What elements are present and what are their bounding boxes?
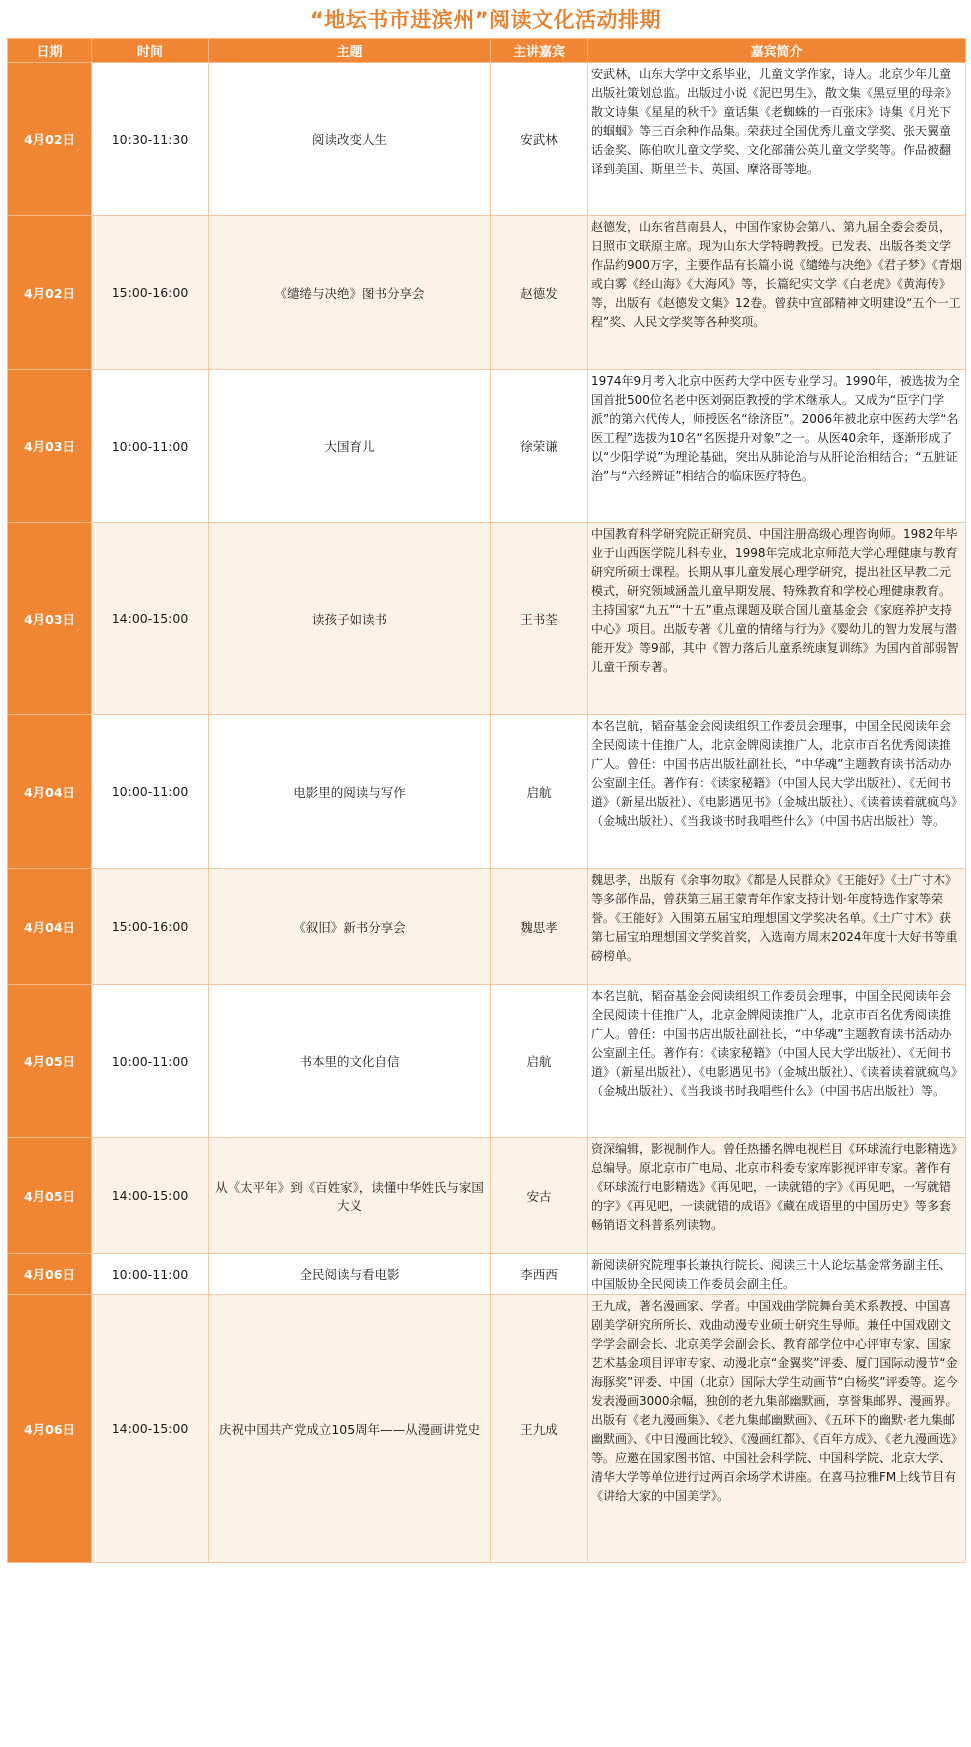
intro-text: 1974年9月考入北京中医药大学中医专业学习。1990年，被选拔为全国首批500位名老中医刘弼臣教授的学术继承人。又成为“臣字门学派”的第六代传人，师授医名“徐济臣”。2006年被北京中医药大学“名医工程”选拔为10名“名医提升对象”之一。从医40余年，逐渐形成了以“少阳学说”为理论基础，突出从肺论治与从肝论治相结合；“五脏证治”与“六经辨证”相结合的临床医疗特色。 bbox=[591, 374, 960, 483]
table-row bbox=[8, 985, 966, 1138]
intro-text: 中国教育科学研究院正研究员、中国注册高级心理咨询师。1982年毕业于山西医学院儿科专业，1998年完成北京师范大学心理健康与教育研究所硕士课程。长期从事儿童发展心理学研究，提出社区早教二元模式，研究领域涵盖儿童早期发展、特殊教育和学校心理健康教育。主持国家“九五”“十五”重点课题及联合国儿童基金会《家庭养护支持中心》项目。出版专著《儿童的情绪与行为》《婴幼儿的智力发展与潜能开发》等9部，其中《智力落后儿童系统康复训练》为国内首部弱智儿童干预专著。 bbox=[591, 527, 959, 674]
schedule-table bbox=[7, 38, 966, 1563]
intro-text: 王九成，著名漫画家、学者。中国戏曲学院舞台美术系教授、中国喜剧美学研究所所长、戏曲动漫专业硕士研究生导师。兼任中国戏剧文学学会副会长、北京美学会副会长、教育部学位中心评审专家、国家艺术基金项目评审专家、动漫北京“金翼奖”评委、厦门国际动漫节“金海豚奖”评委、中国（北京）国际大学生动画节“白杨奖”评委等。迄今发表漫画3000余幅，独创的老九集部幽默画，享誉集邮界、漫画界。出版有《老九漫画集》、《老九集邮幽默画》、《五环下的幽默·老九集邮幽默画》、《中日漫画比较》、《漫画红都》、《百年方成》、《老九漫画选》等。应邀在国家图书馆、中国社会科学院、中国科学院、北京大学、清华大学等单位进行过两百余场学术讲座。在喜马拉雅FM上线节目有《讲给大家的中国美学》。 bbox=[591, 1299, 958, 1503]
topic-cell: 读孩子如读书 bbox=[209, 523, 491, 715]
header-time: 时间 bbox=[92, 39, 209, 63]
time-cell: 14:00-15:00 bbox=[92, 1295, 209, 1563]
date-cell: 4月05日 bbox=[8, 1138, 92, 1254]
table-row bbox=[8, 715, 966, 869]
topic-cell: 《叙旧》新书分享会 bbox=[209, 869, 491, 985]
table-row bbox=[8, 216, 966, 370]
speaker-cell: 李西西 bbox=[491, 1254, 588, 1295]
intro-cell bbox=[588, 985, 966, 1138]
intro-cell bbox=[588, 715, 966, 869]
intro-cell bbox=[588, 216, 966, 370]
speaker-cell: 魏思孝 bbox=[491, 869, 588, 985]
time-cell: 10:00-11:00 bbox=[92, 370, 209, 523]
topic-cell: 大国育儿 bbox=[209, 370, 491, 523]
intro-text: 魏思孝，出版有《余事勿取》《都是人民群众》《王能好》《土广寸木》等多部作品，曾获第三届王蒙青年作家支持计划·年度特选作家等荣誉。《王能好》入围第五届宝珀理想国文学奖决名单。《土广寸木》获第七届宝珀理想国文学奖首奖，入选南方周末2024年度十大好书等重磅榜单。 bbox=[591, 873, 958, 963]
date-cell: 4月06日 bbox=[8, 1254, 92, 1295]
date-cell: 4月04日 bbox=[8, 869, 92, 985]
time-cell: 10:00-11:00 bbox=[92, 1254, 209, 1295]
intro-cell bbox=[588, 63, 966, 216]
table-row bbox=[8, 1254, 966, 1295]
time-cell: 15:00-16:00 bbox=[92, 869, 209, 985]
time-cell: 10:00-11:00 bbox=[92, 715, 209, 869]
date-cell: 4月06日 bbox=[8, 1295, 92, 1563]
intro-cell bbox=[588, 370, 966, 523]
topic-cell: 电影里的阅读与写作 bbox=[209, 715, 491, 869]
header-speaker: 主讲嘉宾 bbox=[491, 39, 588, 63]
speaker-cell: 启航 bbox=[491, 985, 588, 1138]
topic-cell: 书本里的文化自信 bbox=[209, 985, 491, 1138]
intro-text: 安武林，山东大学中文系毕业，儿童文学作家，诗人。北京少年儿童出版社策划总监。出版过小说《泥巴男生》，散文集《黑豆里的母亲》散文诗集《星星的秋千》童话集《老蜘蛛的一百张床》诗集《月光下的蝈蝈》等三百余种作品集。荣获过全国优秀儿童文学奖、张天翼童话金奖、陈伯吹儿童文学奖、文化部蒲公英儿童文学奖等。作品被翻译到美国、斯里兰卡、英国、摩洛哥等地。 bbox=[591, 67, 958, 176]
date-cell: 4月05日 bbox=[8, 985, 92, 1138]
page-title: “地坛书市进滨州”阅读文化活动排期 bbox=[309, 8, 662, 32]
speaker-cell: 安古 bbox=[491, 1138, 588, 1254]
intro-cell bbox=[588, 1295, 966, 1563]
table-row bbox=[8, 370, 966, 523]
date-cell: 4月03日 bbox=[8, 523, 92, 715]
time-cell: 10:30-11:30 bbox=[92, 63, 209, 216]
intro-text: 赵德发，山东省莒南县人，中国作家协会第八、第九届全委会委员，日照市文联原主席。现为山东大学特聘教授。已发表、出版各类文学作品约900万字，主要作品有长篇小说《缱绻与决绝》《君子梦》《青烟或白雾《经山海》《大海风》等，长篇纪实文学《白老虎》《黄海传》等，出版有《赵德发文集》12卷。曾获中宣部精神文明建设“五个一工程”奖、人民文学奖等各种奖项。 bbox=[591, 220, 962, 329]
intro-text: 本名岂航，韬奋基金会阅读组织工作委员会理事，中国全民阅读年会全民阅读十佳推广人，北京金牌阅读推广人，北京市百名优秀阅读推广人。曾任：中国书店出版社副社长，“中华魂”主题教育读书活动办公室副主任。著作有：《读家秘籍》（中国人民大学出版社）、《无间书道》（新星出版社）、《电影遇见书》（金城出版社）、《读着读着就疯鸟》（金城出版社）、《当我谈书时我唱些什么》（中国书店出版社）等。 bbox=[591, 719, 958, 828]
header-topic: 主题 bbox=[209, 39, 491, 63]
topic-cell: 从《太平年》到《百姓家》，读懂中华姓氏与家国大义 bbox=[209, 1138, 491, 1254]
table-row bbox=[8, 1138, 966, 1254]
topic-cell: 阅读改变人生 bbox=[209, 63, 491, 216]
time-cell: 14:00-15:00 bbox=[92, 523, 209, 715]
speaker-cell: 安武林 bbox=[491, 63, 588, 216]
date-cell: 4月02日 bbox=[8, 63, 92, 216]
speaker-cell: 王九成 bbox=[491, 1295, 588, 1563]
speaker-cell: 徐荣谦 bbox=[491, 370, 588, 523]
intro-text: 本名岂航，韬奋基金会阅读组织工作委员会理事，中国全民阅读年会全民阅读十佳推广人，北京金牌阅读推广人，北京市百名优秀阅读推广人。曾任：中国书店出版社副社长，“中华魂”主题教育读书活动办公室副主任。著作有：《读家秘籍》（中国人民大学出版社）、《无间书道》（新星出版社）、《电影遇见书》（金城出版社）、《读着读着就疯鸟》（金城出版社）、《当我谈书时我唱些什么》（中国书店出版社）等。 bbox=[591, 989, 958, 1098]
header-row bbox=[8, 39, 966, 63]
table-row bbox=[8, 1295, 966, 1563]
time-cell: 14:00-15:00 bbox=[92, 1138, 209, 1254]
intro-cell bbox=[588, 523, 966, 715]
speaker-cell: 王书荃 bbox=[491, 523, 588, 715]
topic-cell: 全民阅读与看电影 bbox=[209, 1254, 491, 1295]
speaker-cell: 赵德发 bbox=[491, 216, 588, 370]
topic-cell: 庆祝中国共产党成立105周年——从漫画讲党史 bbox=[209, 1295, 491, 1563]
header-intro: 嘉宾简介 bbox=[588, 39, 966, 63]
intro-cell bbox=[588, 1254, 966, 1295]
date-cell: 4月04日 bbox=[8, 715, 92, 869]
topic-cell: 《缱绻与决绝》图书分享会 bbox=[209, 216, 491, 370]
date-cell: 4月03日 bbox=[8, 370, 92, 523]
time-cell: 15:00-16:00 bbox=[92, 216, 209, 370]
table-row bbox=[8, 63, 966, 216]
intro-cell bbox=[588, 869, 966, 985]
header-date: 日期 bbox=[8, 39, 92, 63]
intro-text: 新阅读研究院理事长兼执行院长、阅读三十人论坛基金常务副主任、中国版协全民阅读工作委员会副主任。 bbox=[591, 1258, 952, 1291]
intro-text: 资深编辑，影视制作人。曾任热播名牌电视栏目《环球流行电影精选》总编导。原北京市广电局、北京市科委专家库影视评审专家。著作有《环球流行电影精选》《再见吧，一读就错的字》《再见吧，一写就错的字》《再见吧，一读就错的成语》《藏在成语里的中国历史》等多套畅销语文科普系列读物。 bbox=[591, 1142, 958, 1232]
intro-cell bbox=[588, 1138, 966, 1254]
date-cell: 4月02日 bbox=[8, 216, 92, 370]
table-row bbox=[8, 523, 966, 715]
table-row bbox=[8, 869, 966, 985]
speaker-cell: 启航 bbox=[491, 715, 588, 869]
time-cell: 10:00-11:00 bbox=[92, 985, 209, 1138]
